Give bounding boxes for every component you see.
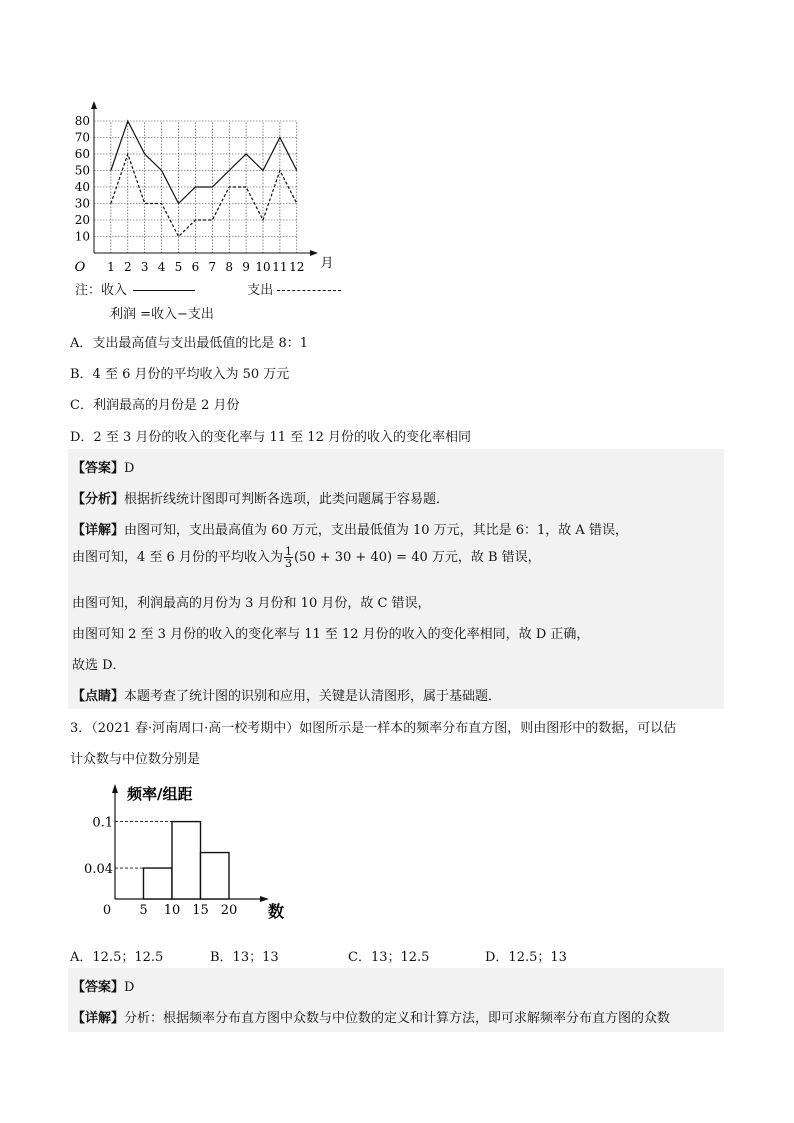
detail-row-1: [72, 519, 628, 538]
detail-label-q3: 【详解】: [72, 1011, 125, 1026]
detail-line-1: 由图可知，支出最高值为 60 万元，支出最低值为 10 万元，其比是 6：1，故 A 错误，: [124, 523, 628, 538]
detail-line-2-post: (50 + 30 + 40) = 40 万元，故 B 错误，: [293, 550, 541, 565]
x-tick-label-4: 4: [157, 260, 166, 274]
chart1-series: [111, 121, 297, 237]
y-tick-label-10: 10: [74, 229, 90, 244]
y-axis-arrow: [91, 101, 97, 109]
x-tick-label-3: 3: [140, 260, 149, 274]
x-tick-label-5: 5: [174, 260, 183, 274]
detail-line-4: 由图可知 2 至 3 月份的收入的变化率与 11 至 12 月份的收入的变化率相同，故 D 正确，: [72, 627, 590, 642]
hist-bar-5-10: [144, 868, 173, 899]
x-tick-label-7: 7: [208, 260, 217, 274]
fraction-one-third: [284, 546, 293, 569]
detail-text-q3: 分析：根据频率分布直方图中众数与中位数的定义和计算方法，即可求解频率分布直方图的众数: [124, 1011, 671, 1026]
option-3a: A．12.5；12.5: [70, 950, 164, 965]
option-3d: D．12.5；13: [485, 950, 567, 965]
income-line: [111, 121, 297, 204]
x-tick-label-12: 12: [289, 260, 305, 274]
hist-title: 频率/组距: [127, 785, 193, 803]
option-a: A．支出最高值与支出最低值的比是 8：1: [70, 336, 309, 351]
hist-x-tick-10: 10: [163, 903, 181, 918]
question-3-line-1: 3．（2021 春·河南周口·高一校考期中）如图所示是一样本的频率分布直方图，则由图形中的数据，可以估: [70, 721, 677, 736]
legend-expense-label: 支出: [247, 283, 274, 298]
comment-label: 【点睛】: [72, 689, 125, 704]
frequency-histogram: [70, 775, 300, 930]
option-d: D．2 至 3 月份的收入的变化率与 11 至 12 月份的收入的变化率相同: [70, 430, 471, 445]
hist-y-tick-0.1: 0.1: [92, 815, 113, 831]
y-tick-label-30: 30: [74, 196, 90, 211]
x-tick-label-2: 2: [123, 260, 132, 274]
y-tick-label-60: 60: [74, 147, 90, 161]
option-3b: B．13；13: [210, 950, 279, 965]
x-tick-label-10: 10: [255, 260, 271, 274]
chart1-legend: [75, 279, 341, 298]
analysis-text: 根据折线统计图即可判断各选项，此类问题属于容易题．: [124, 492, 450, 507]
detail-line-2-pre: 由图可知，4 至 6 月份的平均收入为: [72, 550, 283, 565]
x-tick-label-1: 1: [107, 260, 115, 274]
detail-row-2: [72, 546, 541, 569]
y-tick-label-70: 70: [74, 130, 90, 145]
comment-text: 本题考查了统计图的识别和应用，关键是认清图形，属于基础题．: [124, 689, 502, 704]
analysis-row: [72, 488, 449, 507]
x-axis-arrow: [310, 250, 318, 256]
y-tick-label-80: 80: [74, 114, 90, 128]
question-3-line-2: 计众数与中位数分别是: [70, 752, 201, 767]
answer-value: D: [124, 461, 135, 476]
option-b: B．4 至 6 月份的平均收入为 50 万元: [70, 367, 290, 382]
answer-value-q3: D: [124, 980, 135, 995]
hist-bar-10-15: [172, 822, 201, 899]
detail-line-5: 故选 D．: [72, 658, 126, 673]
y-tick-label-50: 50: [74, 163, 90, 178]
legend-income-line: [133, 290, 195, 291]
comment-row: [72, 685, 501, 704]
y-tick-label-20: 20: [74, 213, 90, 227]
detail-row-q3: [72, 1007, 670, 1026]
fraction-numerator: 1: [284, 545, 292, 558]
profit-note: 利润 =收入−支出: [110, 307, 214, 322]
hist-y-arrow: [112, 784, 118, 793]
option-c: C．利润最高的月份是 2 月份: [70, 398, 240, 413]
hist-x-tick-15: 15: [192, 903, 209, 918]
legend-expense-line: [277, 290, 341, 291]
hist-x-label: 数: [267, 902, 285, 921]
answer-label-q3: 【答案】: [72, 980, 125, 995]
chart2-bars: [144, 822, 230, 899]
answer-row-q3: [72, 976, 134, 995]
detail-line-3: 由图可知，利润最高的月份为 3 月份和 10 月份，故 C 错误，: [72, 596, 431, 611]
hist-y-tick-0.04: 0.04: [84, 862, 113, 878]
option-3c: C．13；12.5: [348, 950, 430, 965]
origin-label: O: [74, 260, 86, 275]
x-tick-label-8: 8: [225, 260, 234, 274]
x-axis-label: 月: [320, 256, 334, 271]
chart1-tick-labels: [75, 114, 334, 275]
answer-label: 【答案】: [72, 461, 125, 476]
hist-bar-15-20: [201, 853, 230, 899]
answer-row: [72, 457, 134, 476]
analysis-label: 【分析】: [72, 492, 125, 507]
legend-income-label: 注：收入: [75, 283, 128, 298]
detail-label: 【详解】: [72, 523, 125, 538]
hist-x-tick-0: 0: [102, 903, 112, 918]
income-expense-line-chart: [60, 95, 350, 280]
fraction-denominator: 3: [284, 557, 292, 570]
hist-x-tick-5: 5: [139, 903, 148, 918]
x-tick-label-11: 11: [272, 260, 288, 274]
x-tick-label-9: 9: [242, 260, 250, 274]
y-tick-label-40: 40: [74, 180, 90, 194]
expense-line: [111, 154, 297, 237]
x-tick-label-6: 6: [191, 260, 200, 274]
hist-x-tick-20: 20: [220, 903, 238, 918]
